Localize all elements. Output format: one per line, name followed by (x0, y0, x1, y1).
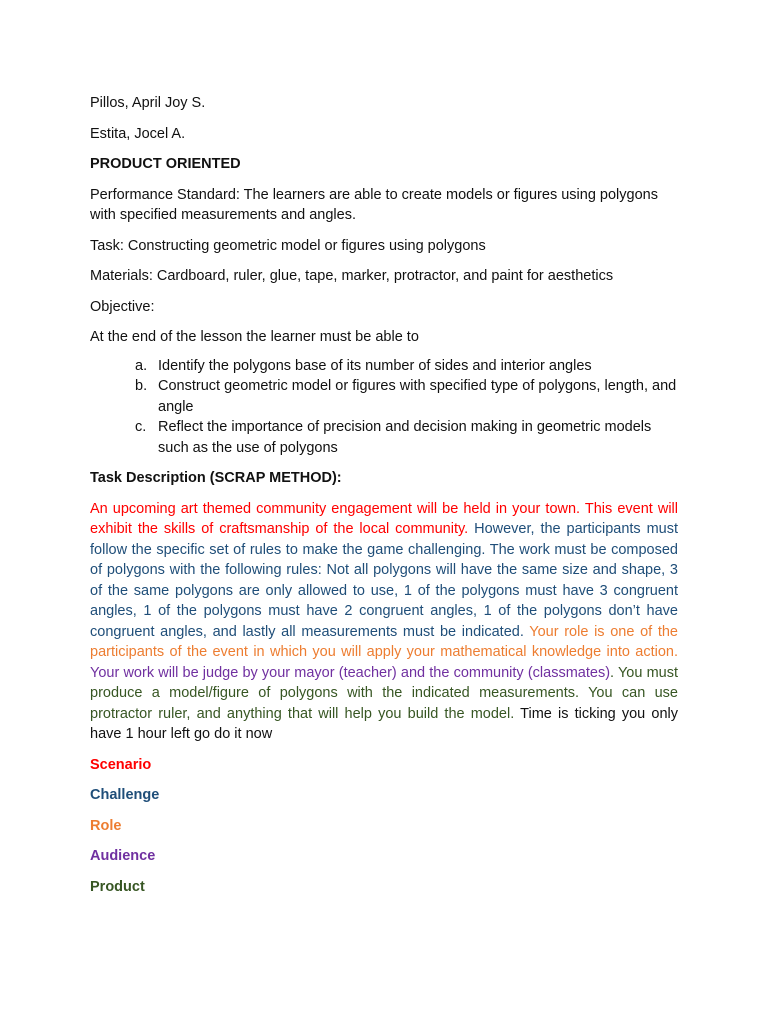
task-description-heading: Task Description (SCRAP METHOD): (90, 470, 342, 486)
audience-text: Your work will be judge by your mayor (teacher) and the community (classmates) (90, 664, 611, 681)
objective-item-c (135, 417, 678, 458)
scenario-text: An upcoming art themed community engagement will be held in your town. This event will exhibit the skills of craftsmanship of the local community. (90, 500, 678, 537)
document-heading: PRODUCT ORIENTED (90, 156, 241, 172)
objective-item-a (135, 356, 678, 377)
objective-label: Objective: (90, 298, 155, 315)
challenge-label: Challenge (90, 787, 160, 803)
objective-text: Reflect the importance of precision and decision making in geometric models such as the use of polygons (158, 419, 652, 456)
objective-text: Identify the polygons base of its number of sides and interior angles (158, 357, 592, 374)
author-name-1: Pillos, April Joy S. (90, 95, 206, 111)
scenario-label: Scenario (90, 756, 152, 773)
author-name-2: Estita, Jocel A. (90, 125, 186, 142)
objective-intro: At the end of the lesson the learner must be able to (90, 329, 419, 345)
performance-standard: Performance Standard: The learners are able to create models or figures using polygons with specified measurements and angles. (90, 186, 658, 223)
objectives-list (90, 356, 678, 459)
product-label: Product (90, 878, 145, 895)
objective-text: Construct geometric model or figures with specified type of polygons, length, and angle (158, 378, 677, 415)
materials-line: Materials: Cardboard, ruler, glue, tape, marker, protractor, and paint for aesthetics (90, 268, 614, 284)
document-page (90, 93, 678, 907)
role-text: Your role is one of the participants of the event in which you will apply your mathematical knowledge into action. (90, 623, 678, 660)
closing-text: Time is ticking you only have 1 hour left go do it now (90, 705, 678, 742)
role-label: Role (90, 817, 122, 834)
product-text: . You must produce a model/figure of polygons with the indicated measurements. You can use protractor ruler, and anything that will help you build the model. (90, 664, 679, 722)
task-description-paragraph (90, 499, 678, 745)
audience-label: Audience (90, 848, 156, 864)
challenge-text: However, the participants must follow the specific set of rules to make the game challenging. The work must be composed of polygons with the following rules: Not all polygons will have the same size and shape, 3 of the same polygons are only allowed to use, 1 of the polygons must have 3 congruent angles, 1 of the polygons must have 2 congruent angles, 1 of the polygons don’t have congruent angles, and lastly all measurements must be indicated. (90, 521, 678, 640)
list-marker: c. (135, 419, 147, 435)
list-marker: b. (135, 378, 148, 394)
objective-item-b (135, 376, 678, 417)
list-marker: a. (135, 357, 148, 374)
task-line: Task: Constructing geometric model or figures using polygons (90, 237, 486, 254)
